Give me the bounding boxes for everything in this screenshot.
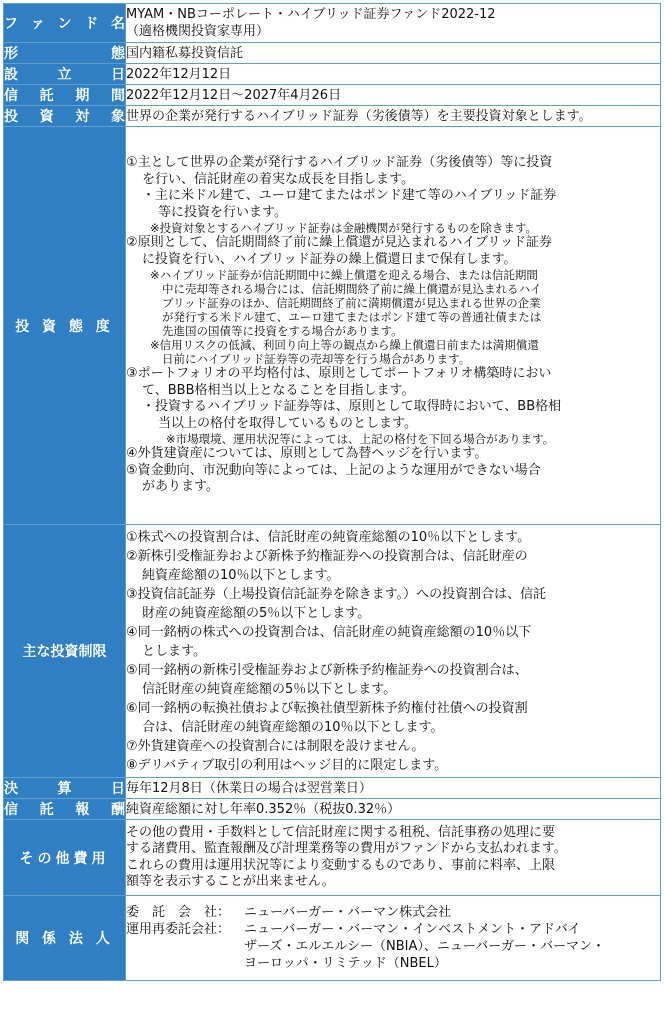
policy-line: ②原則として、信託期間終了前に繰上償還が見込まれるハイブリッド証券	[126, 235, 552, 251]
label-char: 象	[110, 109, 125, 125]
policy-line: が発行する米ドル建て、ユーロ建てまたはポンド建て等の普通社債または	[162, 310, 542, 325]
row-other-costs	[4, 820, 661, 896]
other-costs-line: する諸費用、監査報酬及び計理業務等の費用がファンドから支払われます。	[126, 841, 567, 856]
label-char: 日	[111, 781, 125, 797]
label-char: 託	[39, 88, 54, 104]
policy-sub	[126, 188, 660, 221]
limit-line: ②新株引受権証券および新株予約権証券への投資割合は、信託財産の	[126, 548, 528, 564]
policy-line: ①主として世界の企業が発行するハイブリッド証券（劣後債等）等に投資	[126, 155, 553, 171]
label-settlement-date	[4, 778, 126, 799]
related-party-entry	[126, 904, 660, 921]
related-party-role: 運用再委託会社：	[126, 922, 231, 937]
label-investment-limits: 主な投資制限	[4, 525, 126, 778]
policy-line: ※市場環境、運用状況等によっては、上記の格付を下回る場合があります。	[166, 432, 555, 447]
label-char: 酬	[110, 802, 125, 818]
policy-line: 先進国の国債等に投資をする場合があります。	[162, 324, 403, 339]
policy-note	[126, 432, 660, 446]
row-related-parties	[4, 896, 661, 981]
limit-line: 信託財産の純資産総額の5％以下とします。	[142, 681, 397, 697]
value-settlement-date: 毎年12月8日（休業日の場合は翌営業日）	[126, 778, 661, 799]
fund-name-line: MYAM・NBコーポレート・ハイブリッド証券ファンド2022-12	[126, 7, 496, 22]
label-trust-period	[4, 85, 126, 106]
related-party-line: ヨーロッパ・リミテッド（NBEL）	[244, 956, 447, 971]
label-investment-policy: 投 資 態 度	[4, 127, 126, 525]
row-investment-target	[4, 106, 661, 127]
policy-line: 当以上の格付を取得しているものとします。	[158, 415, 417, 431]
limit-line: ⑧デリバティブ取引の利用はヘッジ目的に限定します。	[126, 757, 448, 773]
label-char: 名	[111, 16, 125, 32]
value-investment-target	[126, 106, 661, 127]
related-party-role: 委 託 会 社：	[126, 905, 231, 920]
value-other-costs	[126, 820, 661, 896]
policy-item	[126, 155, 660, 188]
label-char: 形	[4, 46, 18, 62]
policy-note	[126, 268, 660, 338]
label-char: 託	[39, 802, 54, 818]
policy-line: て、BBB格相当以上となることを目指します。	[142, 382, 415, 398]
limit-item	[126, 737, 660, 756]
value-investment-policy	[126, 127, 661, 525]
row-trust-fee	[4, 799, 661, 820]
label-char: フ	[4, 16, 18, 32]
row-fund-name	[4, 4, 661, 43]
value-established: 2022年12月12日	[126, 64, 661, 85]
limit-line: ⑦外貨建資産への投資割合には制限を設けません。	[126, 738, 425, 754]
policy-line: ・主に米ドル建て、ユーロ建てまたはポンド建て等のハイブリッド証券	[142, 188, 557, 204]
limit-line: 純資産総額の10％以下とします。	[142, 567, 340, 583]
other-costs-line: 額等を表示することが出来ません。	[126, 874, 335, 889]
value-form: 国内籍私募投資信託	[126, 43, 661, 64]
row-established	[4, 64, 661, 85]
policy-line: ※投資対象とするハイブリッド証券は金融機関が発行するものを除きます。	[150, 221, 537, 236]
limit-line: ③投資信託証券（上場投資信託証券を除きます。）への投資割合は、信託	[126, 586, 547, 602]
policy-line: に投資を行い、ハイブリッド証券の繰上償還日まで保有します。	[142, 251, 517, 267]
limit-item	[126, 699, 660, 737]
row-investment-policy	[4, 127, 661, 525]
row-trust-period	[4, 85, 661, 106]
policy-note	[126, 338, 660, 366]
label-established	[4, 64, 126, 85]
related-party-name	[244, 921, 605, 972]
limit-line: ⑤同一銘柄の新株引受権証券および新株予約権証券への投資割合は、	[126, 662, 528, 678]
label-char: 設	[4, 67, 18, 83]
label-related-parties: 関 係 法 人	[4, 896, 126, 981]
limit-line: 合は、信託財産の純資産総額の10％以下とします。	[142, 719, 444, 735]
limit-item	[126, 547, 660, 585]
label-char: 対	[75, 109, 90, 125]
related-party-line: ニューバーガー・バーマン・インベストメント・アドバイ	[244, 922, 581, 937]
policy-line: を行い、信託財産の着実な成長を目指します。	[142, 171, 414, 187]
label-char: ド	[84, 16, 99, 32]
value-related-parties	[126, 896, 661, 981]
other-costs-line: これらの費用は運用状況等により変動するものであり、事前に料率、上限	[126, 857, 556, 873]
value-fund-name	[126, 4, 661, 43]
row-investment-limits	[4, 525, 661, 778]
policy-line: ④外貨建資産については、原則として為替ヘッジを行います。	[126, 446, 488, 462]
policy-line: ・投資するハイブリッド証券等は、原則として取得時において、BB格相	[142, 399, 562, 415]
label-char: 間	[110, 88, 125, 104]
label-char: ァ	[30, 16, 45, 32]
label-investment-target	[4, 106, 126, 127]
policy-line: 等に投資を行います。	[158, 204, 287, 220]
policy-line: 日前にハイブリッド証券等の売却等を行う場合があります。	[162, 352, 471, 367]
row-form	[4, 43, 661, 64]
row-settlement-date	[4, 778, 661, 799]
label-fund-name	[4, 4, 126, 43]
label-other-costs: その他費用	[4, 820, 126, 896]
limit-item	[126, 756, 660, 775]
label-char: ン	[57, 16, 72, 32]
policy-item	[126, 463, 660, 496]
policy-item	[126, 446, 660, 463]
limit-item	[126, 623, 660, 661]
policy-line: ③ポートフォリオの平均格付は、原則としてポートフォリオ構築時におい	[126, 366, 552, 382]
limit-line: とします。	[142, 643, 206, 659]
policy-line: があります。	[142, 479, 219, 495]
limit-item	[126, 528, 660, 547]
label-char: 信	[4, 88, 18, 104]
policy-item	[126, 235, 660, 268]
label-char: 投	[4, 109, 18, 125]
related-party-entry	[126, 921, 660, 972]
value-trust-period: 2022年12月12日〜2027年4月26日	[126, 85, 661, 106]
label-char: 立	[57, 67, 72, 83]
label-char: 信	[4, 802, 18, 818]
policy-item	[126, 366, 660, 399]
label-char: 算	[57, 781, 72, 797]
limit-line: ⑥同一銘柄の転換社債および転換社債型新株予約権付社債への投資割	[126, 700, 528, 716]
limit-item	[126, 585, 660, 623]
related-party-name	[244, 904, 451, 921]
label-char: 期	[75, 88, 90, 104]
label-trust-fee	[4, 799, 126, 820]
fund-name-line: （適格機関投資家専用）	[126, 24, 270, 39]
related-party-line: ニューバーガー・バーマン株式会社	[244, 905, 452, 920]
label-char: 報	[75, 802, 90, 818]
policy-sub	[126, 399, 660, 432]
label-char: 日	[111, 67, 125, 83]
policy-line: 中に売却等される場合には、信託期間終了前に繰上償還が見込まれるハイ	[162, 282, 542, 297]
other-costs-line: その他の費用・手数料として信託財産に関する租税、信託事務の処理に要	[126, 824, 556, 840]
label-char: 資	[39, 109, 54, 125]
label-form	[4, 43, 126, 64]
fund-summary-table	[3, 3, 661, 981]
investment-target-text: 世界の企業が発行するハイブリッド証券（劣後債等）を主要投資対象とします。	[126, 108, 592, 124]
label-char: 態	[111, 46, 125, 62]
value-trust-fee: 純資産総額に対し年率0.352％（税抜0.32％）	[126, 799, 661, 820]
policy-line: ※ハイブリッド証券が信託期間中に繰上償還を迎える場合、または信託期間	[150, 268, 538, 283]
policy-note	[126, 221, 660, 235]
limit-line: ①株式への投資割合は、信託財産の純資産総額の10％以下とします。	[126, 529, 531, 545]
policy-line: ⑤資金動向、市況動向等によっては、上記のような運用ができない場合	[126, 462, 541, 478]
limit-line: ④同一銘柄の株式への投資割合は、信託財産の純資産総額の10％以下	[126, 624, 532, 640]
policy-line: ブリッド証券のほか、信託期間終了前に満期償還が見込まれる世界の企業	[162, 296, 541, 311]
policy-line: ※信用リスクの低減、利回り向上等の観点から繰上償還日前または満期償還	[150, 338, 539, 353]
label-char: 決	[4, 781, 18, 797]
related-party-line: ザーズ・エルエルシー（NBIA）、ニューバーガー・バーマン・	[244, 939, 605, 954]
limit-line: 財産の純資産総額の5％以下とします。	[142, 605, 371, 621]
limit-item	[126, 661, 660, 699]
value-investment-limits	[126, 525, 661, 778]
